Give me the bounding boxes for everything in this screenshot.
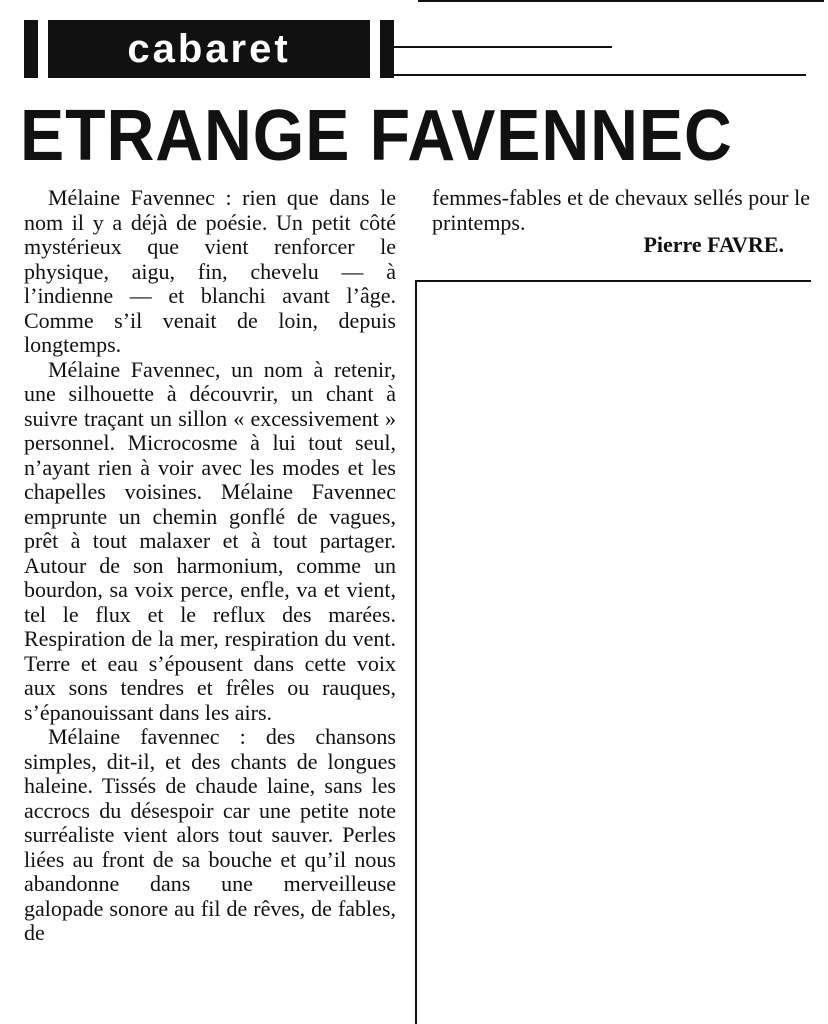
kicker-left-bar	[24, 20, 38, 78]
kicker-base-rule	[394, 74, 806, 76]
article-paragraph: Mélaine favennec : des chansons simples, dit-il, et des chants de longues haleine. Tissés de chaude laine, sans les accrocs du désespoir car une petite note surréaliste vient alors tout sauver. Perles liées au front de sa bouche et qu’il nous abandonne dans une merveilleuse galopade sonore au fil de rêves, de fables, de	[24, 724, 396, 945]
section-kicker-label: cabaret	[127, 26, 291, 71]
article-paragraph: Mélaine Favennec : rien que dans le nom il y a déjà de poésie. Un petit côté mystérieux que vient renforcer le physique, aigu, fin, chevelu — à l’indienne — et blanchi avant l’âge. Comme s’il venait de loin, depuis longtemps.	[24, 185, 396, 357]
kicker-thin-rule	[394, 46, 612, 48]
article-body-left-column	[24, 186, 396, 946]
section-kicker	[48, 20, 370, 78]
right-column-rule	[415, 280, 811, 282]
article-body-right-column	[432, 186, 810, 235]
article-paragraph: Mélaine Favennec, un nom à retenir, une silhouette à découvrir, un chant à suivre traçant un sillon « excessivement » personnel. Microcosme à lui tout seul, n’ayant rien à voir avec les modes et les chapelles voisines. Mélaine Favennec emprunte un chemin gonflé de vagues, prêt à tout malaxer et à tout partager. Autour de son harmonium, comme un bourdon, sa voix perce, enfle, va et vient, tel le flux et le reflux des marées. Respiration de la mer, respiration du vent. Terre et eau s’épousent dans cette voix aux sons tendres et frêles ou rauques, s’épanouissant dans les airs.	[24, 356, 396, 725]
author-signature: Pierre FAVRE.	[643, 232, 784, 257]
article-continuation: femmes-fables et de chevaux sellés pour le printemps.	[432, 185, 810, 235]
column-separator	[415, 282, 417, 1024]
article-headline: ETRANGE FAVENNEC	[20, 96, 733, 176]
kicker-right-bar	[380, 20, 394, 78]
top-rule	[418, 0, 824, 2]
